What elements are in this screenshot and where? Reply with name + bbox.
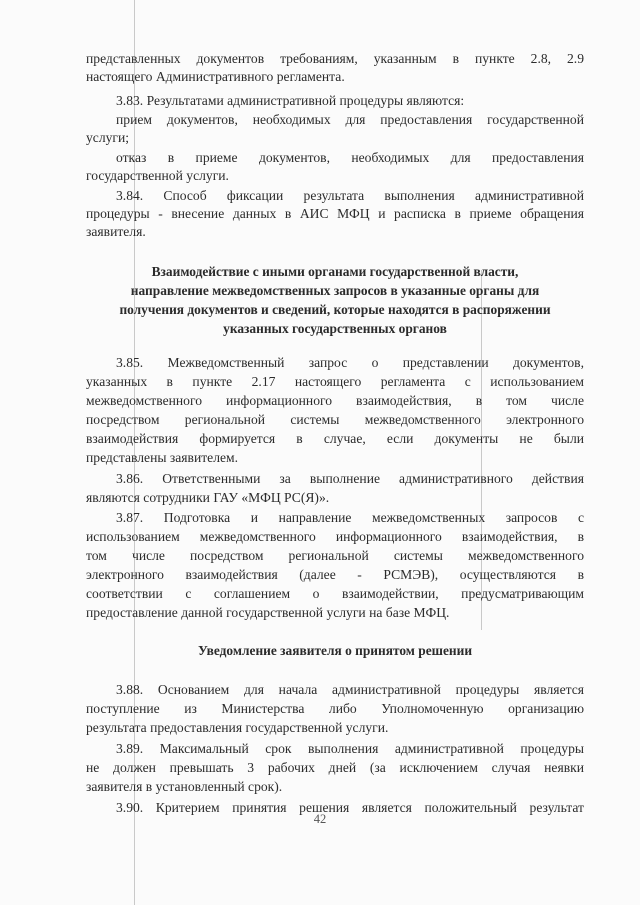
text-line: заявителя в установленный срок).	[86, 779, 283, 794]
text-line: соответствии с соглашением о взаимодействии, предусматривающим	[86, 586, 584, 601]
text-line: межведомственного информационного взаимодействия, в том числе	[86, 393, 584, 408]
text-line: являются сотрудники ГАУ «МФЦ РС(Я)».	[86, 490, 330, 505]
paragraph-3-83-lead: 3.83. Результатами административной процедуры являются:	[116, 93, 465, 108]
text-line: представленных документов требованиям, указанным в пункте 2.8, 2.9	[86, 51, 584, 66]
section-heading-line: получения документов и сведений, которые находятся в распоряжении	[119, 302, 551, 317]
text-line: указанных в пункте 2.17 настоящего регламента с использованием	[86, 374, 584, 389]
text-line: прием документов, необходимых для предоставления государственной	[116, 112, 584, 127]
text-line: отказ в приеме документов, необходимых для предоставления	[116, 150, 584, 165]
text-line: поступление из Министерства либо Уполномоченную организацию	[86, 701, 584, 716]
page-number: 42	[313, 812, 327, 826]
paragraph-3-90: 3.90. Критерием принятия решения является положительный результат	[116, 800, 584, 815]
text-line: электронного взаимодействия (далее - РСМЭВ), осуществляются в	[86, 567, 584, 582]
text-line: процедуры - внесение данных в АИС МФЦ и расписка в приеме обращения	[86, 206, 584, 221]
text-line: настоящего Административного регламента.	[86, 69, 345, 84]
paragraph-3-86: 3.86. Ответственными за выполнение административного действия	[116, 471, 584, 486]
text-line: использованием межведомственного информационного взаимодействия, в	[86, 529, 584, 544]
text-line: предоставление данной государственной услуги на базе МФЦ.	[86, 605, 450, 620]
section-heading-line: Взаимодействие с иными органами государственной власти,	[151, 264, 519, 279]
section-heading-line: направление межведомственных запросов в указанные органы для	[130, 283, 540, 298]
paragraph-3-84: 3.84. Способ фиксации результата выполнения административной	[116, 188, 584, 203]
text-line: заявителя.	[86, 224, 146, 239]
text-line: государственной услуги.	[86, 168, 229, 183]
text-line: взаимодействия формируется в случае, если документы не были	[86, 431, 584, 446]
section-heading-line: указанных государственных органов	[223, 321, 447, 336]
paragraph-3-85: 3.85. Межведомственный запрос о представлении документов,	[116, 355, 584, 370]
text-line: посредством региональной системы межведомственного электронного	[86, 412, 584, 427]
paragraph-3-89: 3.89. Максимальный срок выполнения административной процедуры	[116, 741, 584, 756]
paragraph-3-87: 3.87. Подготовка и направление межведомственных запросов с	[116, 510, 584, 525]
text-line: том числе посредством региональной системы межведомственного	[86, 548, 584, 563]
text-line: представлены заявителем.	[86, 450, 239, 465]
paragraph-3-88: 3.88. Основанием для начала административной процедуры является	[116, 682, 584, 697]
text-line: результата предоставления государственной услуги.	[86, 720, 389, 735]
text-line: не должен превышать 3 рабочих дней (за исключением случая неявки	[86, 760, 584, 775]
text-line: услуги;	[86, 130, 130, 145]
section-heading-notification: Уведомление заявителя о принятом решении	[197, 643, 473, 658]
